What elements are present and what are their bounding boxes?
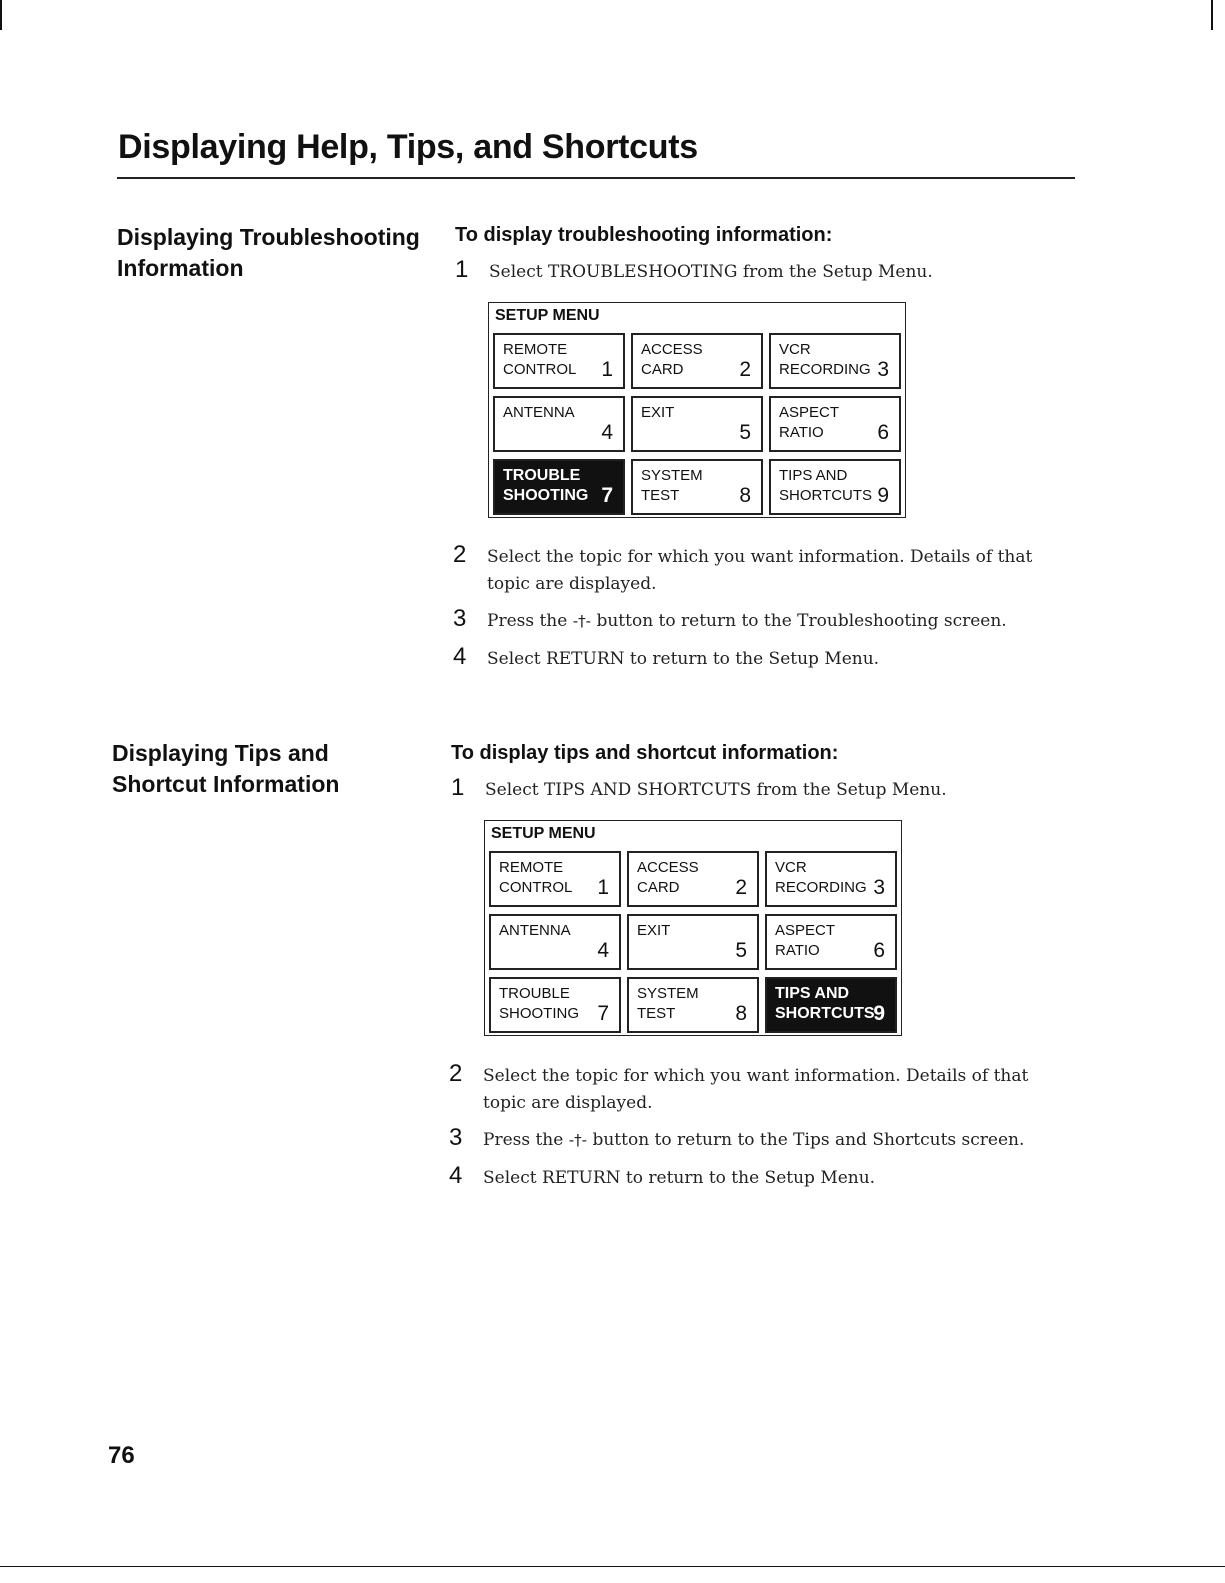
menu-item-number: 3 (873, 876, 885, 899)
menu-item-label: SYSTEM (641, 467, 703, 484)
step-number: 3 (449, 1124, 463, 1151)
bottom-rule (0, 1566, 1225, 1583)
menu-item-number: 6 (877, 421, 889, 444)
side-heading-line: Information (117, 255, 244, 281)
menu-item-number: 7 (597, 1002, 609, 1025)
menu-item-label: SYSTEM (637, 985, 699, 1002)
menu-item-label: TEST (641, 487, 680, 504)
menu-item-number: 3 (877, 358, 889, 381)
menu-item-access-card[interactable] (631, 333, 763, 389)
menu-item-number: 9 (877, 484, 889, 507)
menu-item-label: CARD (641, 361, 684, 378)
menu-item-number: 2 (735, 876, 747, 899)
menu-item-vcr-recording[interactable] (769, 333, 901, 389)
step-text: Select RETURN to return to the Setup Menu. (483, 1168, 876, 1188)
menu-item-label: TIPS AND (779, 467, 848, 484)
step-number: 1 (455, 256, 469, 283)
side-heading-line: Displaying Troubleshooting (117, 224, 420, 250)
side-heading-troubleshooting (117, 222, 420, 284)
menu-item-label: RECORDING (775, 879, 867, 896)
menu-item-number: 7 (601, 484, 613, 507)
menu-item-label: VCR (775, 859, 807, 876)
menu-item-label: REMOTE (499, 859, 564, 876)
step-number: 4 (449, 1162, 463, 1189)
menu-item-number: 2 (739, 358, 751, 381)
step-text: Select TROUBLESHOOTING from the Setup Menu. (489, 262, 933, 282)
step-text-before: Press the (483, 1130, 564, 1150)
menu-item-label: CONTROL (503, 361, 577, 378)
menu-item-aspect-ratio[interactable] (769, 396, 901, 452)
page-title: Displaying Help, Tips, and Shortcuts (118, 128, 698, 166)
setup-menu-title: SETUP MENU (495, 307, 600, 324)
menu-item-label: TIPS AND (775, 985, 850, 1002)
side-heading-line: Displaying Tips and (112, 740, 329, 766)
menu-item-antenna[interactable] (489, 914, 621, 970)
page-number: 76 (108, 1442, 135, 1469)
menu-item-label: REMOTE (503, 341, 568, 358)
menu-item-label: SHOOTING (499, 1005, 580, 1022)
setup-menu-title: SETUP MENU (491, 825, 596, 842)
menu-item-label: CONTROL (499, 879, 573, 896)
menu-item-tips-and-shortcuts[interactable] (765, 977, 897, 1033)
menu-item-vcr-recording[interactable] (765, 851, 897, 907)
menu-item-trouble-shooting[interactable] (493, 459, 625, 515)
menu-item-aspect-ratio[interactable] (765, 914, 897, 970)
menu-item-label: SHORTCUTS (775, 1005, 875, 1022)
menu-item-label: EXIT (641, 404, 675, 421)
menu-item-label: ACCESS (641, 341, 703, 358)
step-number: 3 (453, 605, 467, 632)
menu-item-label: RATIO (775, 942, 820, 959)
menu-item-exit[interactable] (627, 914, 759, 970)
step-text (487, 608, 1047, 635)
step-number: 2 (449, 1060, 463, 1087)
menu-item-remote-control[interactable] (489, 851, 621, 907)
menu-item-number: 1 (597, 876, 609, 899)
menu-item-label: RECORDING (779, 361, 871, 378)
menu-item-tips-and-shortcuts[interactable] (769, 459, 901, 515)
menu-item-number: 8 (735, 1002, 747, 1025)
menu-item-label: ASPECT (779, 404, 840, 421)
menu-item-number: 8 (739, 484, 751, 507)
menu-item-number: 1 (601, 358, 613, 381)
step-text-before: Press the (487, 611, 568, 631)
menu-item-label: SHOOTING (503, 487, 589, 504)
menu-item-label: CARD (637, 879, 680, 896)
menu-item-trouble-shooting[interactable] (489, 977, 621, 1033)
procedure-heading-tips: To display tips and shortcut information: (451, 742, 839, 764)
step-text-after: button to return to the Tips and Shortcuts screen. (592, 1130, 1025, 1150)
menu-item-number: 6 (873, 939, 885, 962)
setup-menu-troubleshooting (488, 302, 906, 518)
step-number: 2 (453, 541, 467, 568)
step-number: 4 (453, 643, 467, 670)
setup-menu-tips (484, 820, 902, 1036)
step-number: 1 (451, 774, 465, 801)
step-text: Select the topic for which you want information. Details of that topic are displayed. (487, 547, 1033, 594)
scan-edge-left (0, 0, 2, 30)
scan-edge-right (1211, 0, 1213, 30)
menu-item-system-test[interactable] (627, 977, 759, 1033)
step-text (483, 1127, 1043, 1154)
procedure-heading-troubleshooting: To display troubleshooting information: (455, 224, 833, 246)
menu-item-access-card[interactable] (627, 851, 759, 907)
menu-item-number: 9 (873, 1002, 885, 1025)
menu-item-remote-control[interactable] (493, 333, 625, 389)
menu-item-label: ACCESS (637, 859, 699, 876)
step-text: Select the topic for which you want information. Details of that topic are displayed. (483, 1066, 1029, 1113)
menu-item-exit[interactable] (631, 396, 763, 452)
step-text-after: button to return to the Troubleshooting screen. (596, 611, 1007, 631)
menu-item-number: 4 (597, 939, 609, 962)
plus-cursor-icon: -†- (572, 612, 592, 630)
menu-item-label: VCR (779, 341, 811, 358)
title-rule (117, 177, 1075, 179)
menu-item-antenna[interactable] (493, 396, 625, 452)
menu-item-label: ASPECT (775, 922, 836, 939)
menu-item-label: ANTENNA (499, 922, 571, 939)
menu-item-label: TEST (637, 1005, 676, 1022)
menu-item-label: TROUBLE (499, 985, 570, 1002)
menu-item-label: SHORTCUTS (779, 487, 873, 504)
menu-item-label: ANTENNA (503, 404, 575, 421)
step-text: Select TIPS AND SHORTCUTS from the Setup Menu. (485, 780, 947, 800)
menu-item-label: RATIO (779, 424, 824, 441)
menu-item-number: 5 (735, 939, 747, 962)
menu-item-label: TROUBLE (503, 467, 581, 484)
menu-item-system-test[interactable] (631, 459, 763, 515)
menu-item-number: 5 (739, 421, 751, 444)
step-text: Select RETURN to return to the Setup Menu. (487, 649, 880, 669)
side-heading-line: Shortcut Information (112, 771, 340, 797)
side-heading-tips (112, 738, 339, 800)
plus-cursor-icon: -†- (568, 1131, 588, 1149)
menu-item-number: 4 (601, 421, 613, 444)
menu-item-label: EXIT (637, 922, 671, 939)
